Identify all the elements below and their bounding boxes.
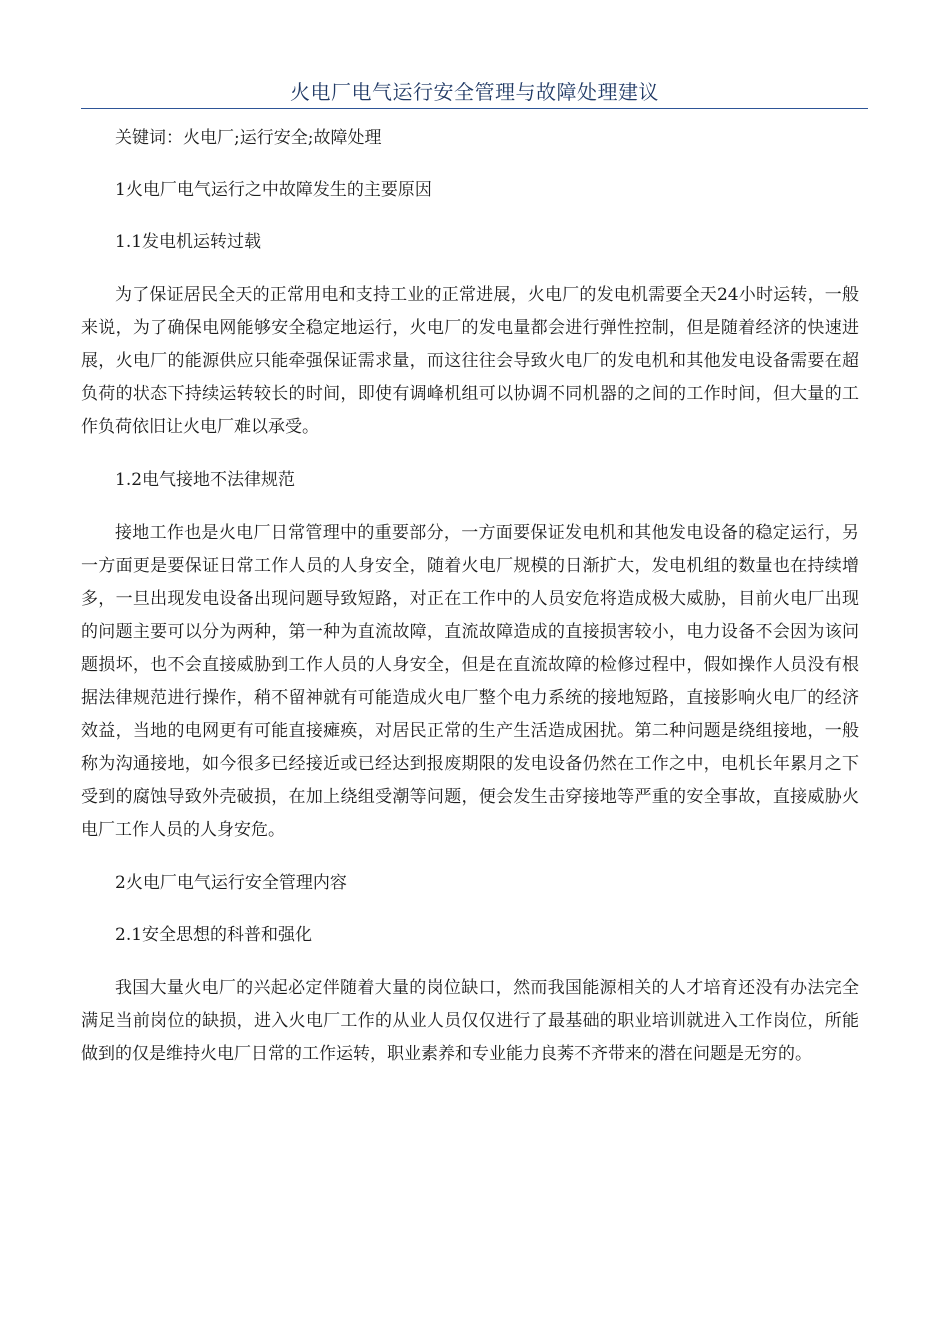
- subsection-2-1-paragraph: 我国大量火电厂的兴起必定伴随着大量的岗位缺口，然而我国能源相关的人才培育还没有办法完全满足当前岗位的缺损，进入火电厂工作的从业人员仅仅进行了最基础的职业培训就进入工作岗位，所能做到的仅是维持火电厂日常的工作运转，职业素养和专业能力良莠不齐带来的潜在问题是无穷的。: [81, 978, 859, 1064]
- subsection-1-1-paragraph: 为了保证居民全天的正常用电和支持工业的正常进展，火电厂的发电机需要全天24小时运转，一般来说，为了确保电网能够安全稳定地运行，火电厂的发电量都会进行弹性控制，但是随着经济的快速进展，火电厂的能源供应只能牵强保证需求量，而这往往会导致火电厂的发电机和其他发电设备需要在超负荷的状态下持续运转较长的时间，即使有调峰机组可以协调不同机器的之间的工作时间，但大量的工作负荷依旧让火电厂难以承受。: [81, 285, 859, 437]
- document-title: 火电厂电气运行安全管理与故障处理建议: [290, 80, 659, 104]
- subsection-1-2-heading: 1.2电气接地不法律规范: [115, 470, 296, 490]
- section-1-heading: 1火电厂电气运行之中故障发生的主要原因: [115, 180, 432, 200]
- keywords-line: 关键词：火电厂;运行安全;故障处理: [115, 128, 382, 148]
- document-body: [81, 122, 859, 1071]
- subsection-1-1-heading: 1.1发电机运转过载: [115, 232, 262, 252]
- subsection-1-2-paragraph: 接地工作也是火电厂日常管理中的重要部分，一方面要保证发电机和其他发电设备的稳定运行，另一方面更是要保证日常工作人员的人身安全，随着火电厂规模的日渐扩大，发电机组的数量也在持续增多，一旦出现发电设备出现问题导致短路，对正在工作中的人员安危将造成极大威胁，目前火电厂出现的问题主要可以分为两种，第一种为直流故障，直流故障造成的直接损害较小，电力设备不会因为该问题损坏，也不会直接威胁到工作人员的人身安全，但是在直流故障的检修过程中，假如操作人员没有根据法律规范进行操作，稍不留神就有可能造成火电厂整个电力系统的接地短路，直接影响火电厂的经济效益，当地的电网更有可能直接瘫痪，对居民正常的生产生活造成困扰。第二种问题是绕组接地，一般称为沟通接地，如今很多已经接近或已经达到报废期限的发电设备仍然在工作之中，电机长年累月之下受到的腐蚀导致外壳破损，在加上绕组受潮等问题，便会发生击穿接地等严重的安全事故，直接威胁火电厂工作人员的人身安危。: [81, 523, 859, 840]
- title-divider: [81, 108, 868, 109]
- section-2-heading: 2火电厂电气运行安全管理内容: [115, 873, 347, 893]
- subsection-2-1-heading: 2.1安全思想的科普和强化: [115, 925, 313, 945]
